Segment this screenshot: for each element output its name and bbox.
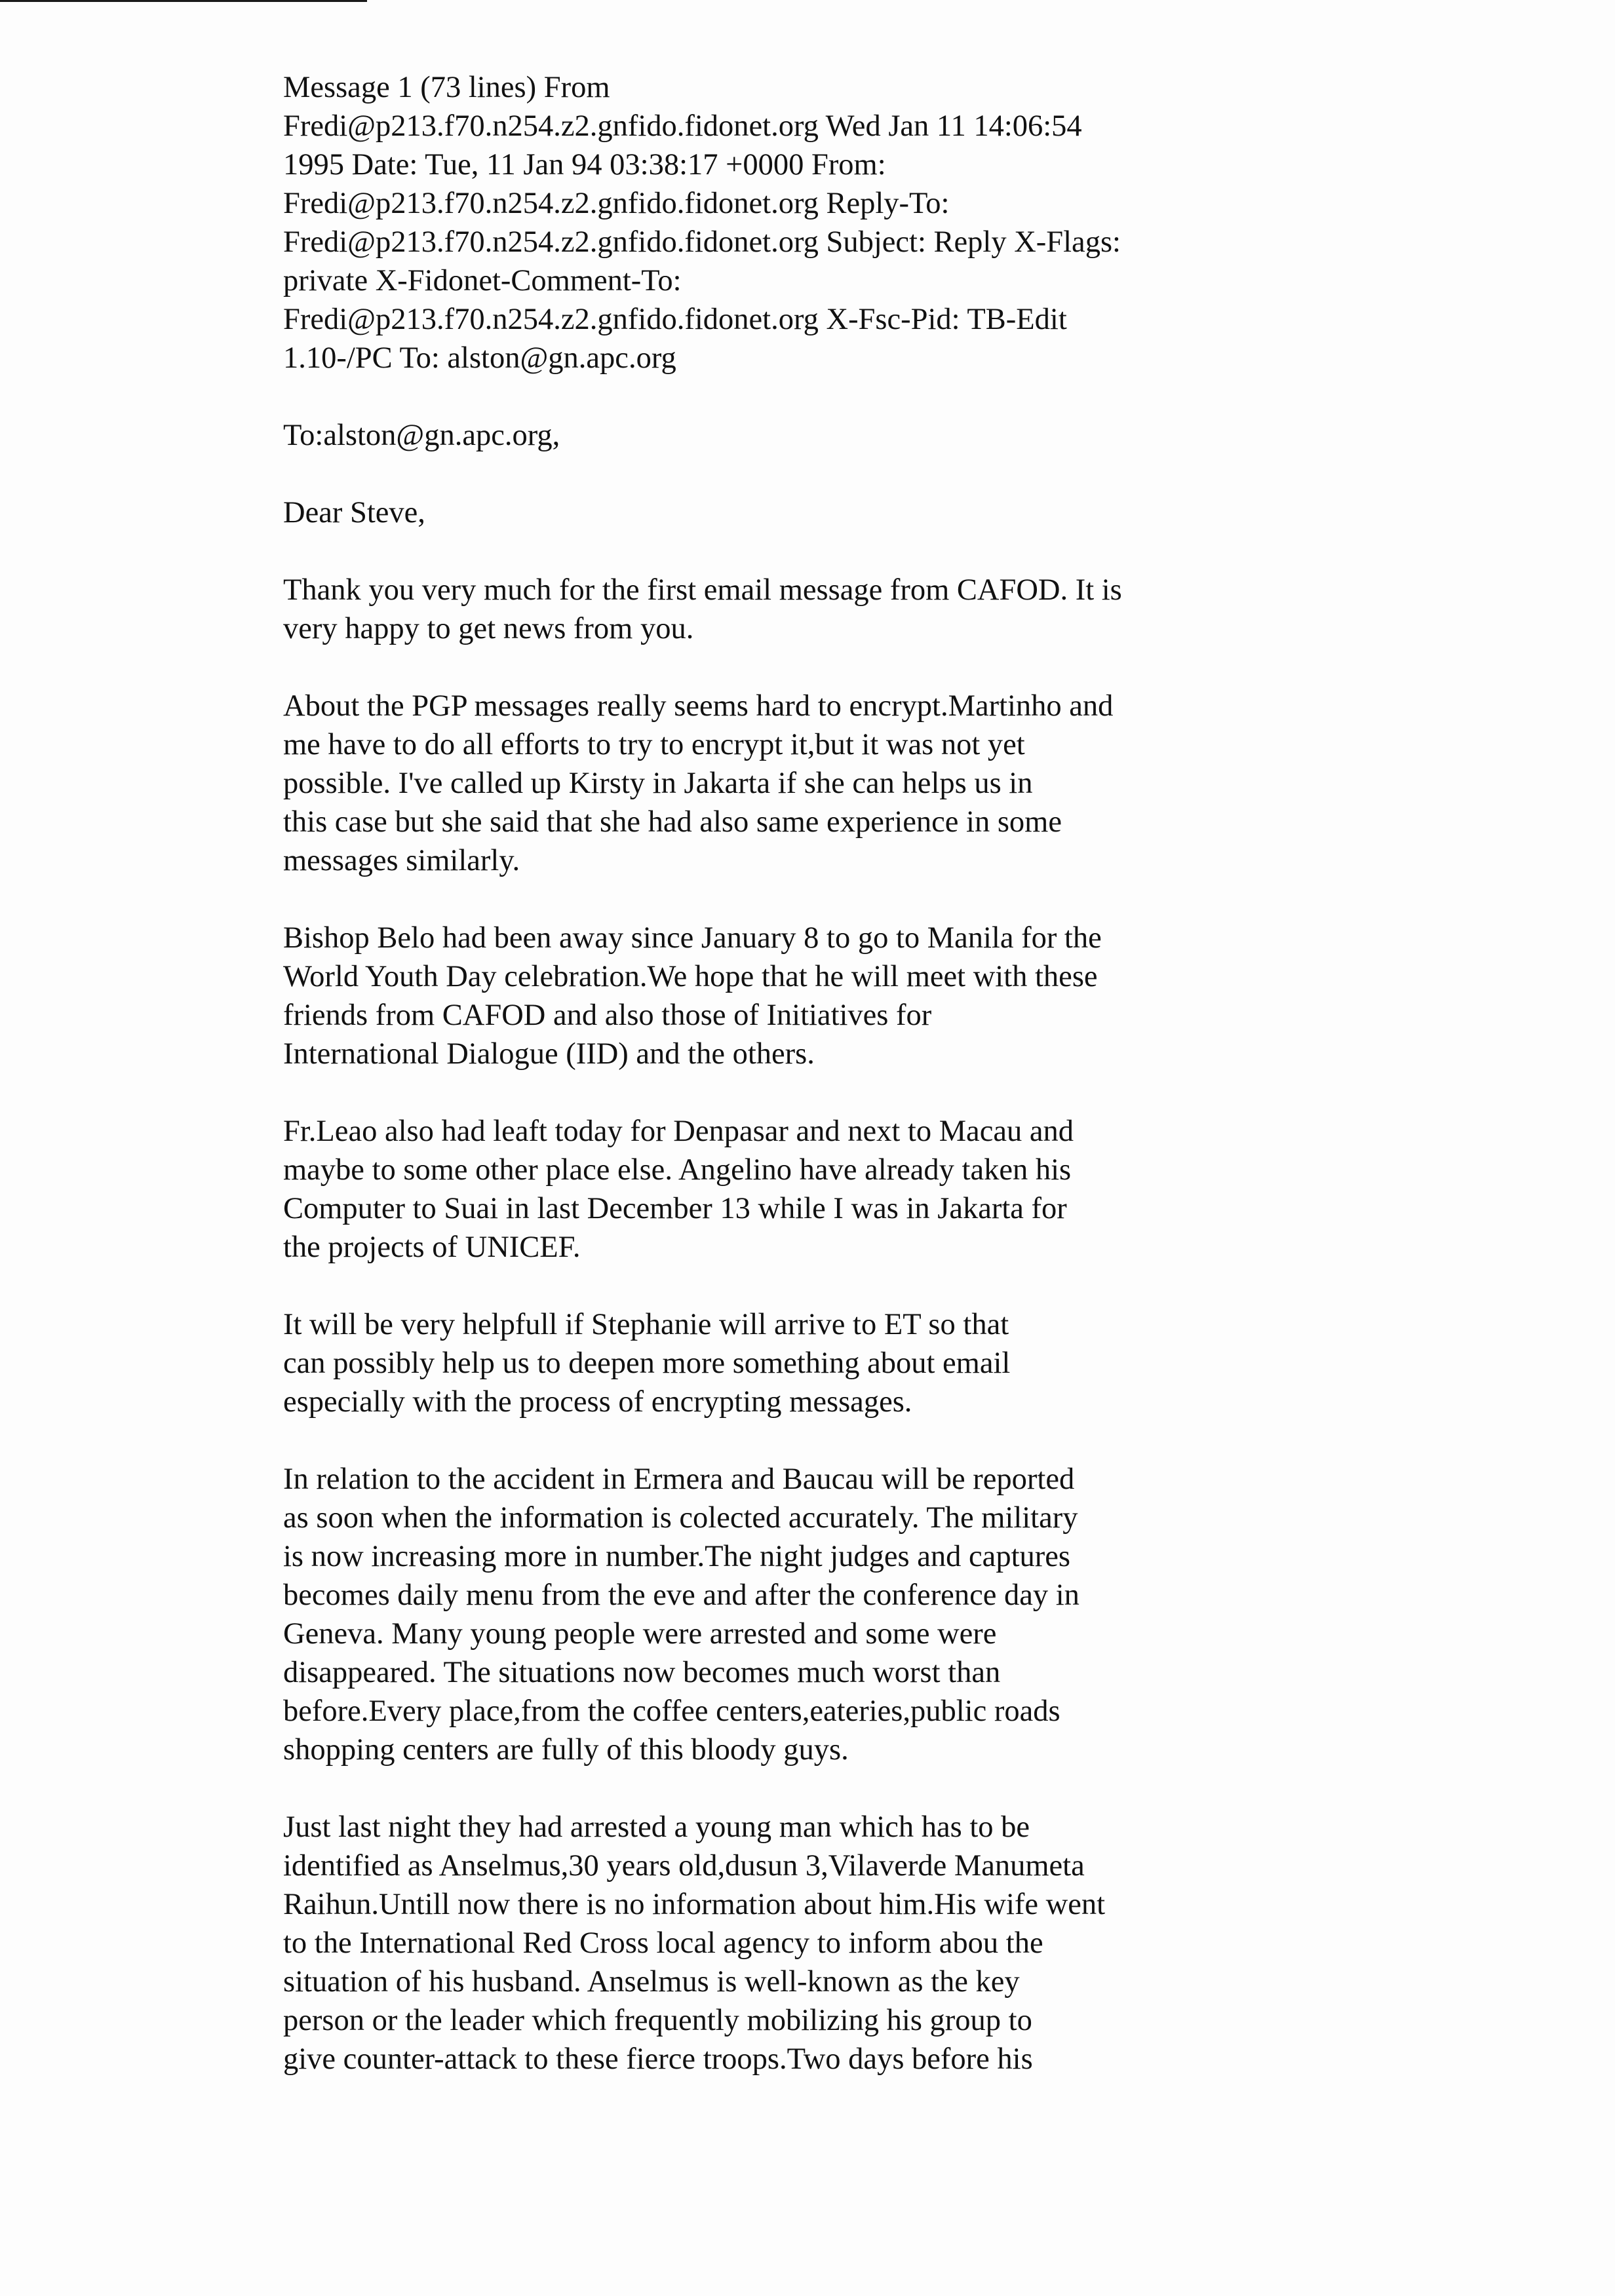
paragraph-line: friends from CAFOD and also those of Initiatives for bbox=[283, 999, 932, 1032]
paragraph-bishop bbox=[283, 919, 1306, 1073]
header-line: Fredi@p213.f70.n254.z2.gnfido.fidonet.org X-Fsc-Pid: TB-Edit bbox=[283, 303, 1067, 336]
header-line: 1.10-/PC To: alston@gn.apc.org bbox=[283, 341, 676, 375]
paragraph-line: Bishop Belo had been away since January 8 to go to Manila for the bbox=[283, 921, 1102, 955]
paragraph-line: me have to do all efforts to try to encrypt it,but it was not yet bbox=[283, 728, 1025, 761]
recipient-text: To:alston@gn.apc.org, bbox=[283, 419, 560, 452]
paragraph-line: Geneva. Many young people were arrested and some were bbox=[283, 1617, 997, 1651]
paragraph-military bbox=[283, 1460, 1306, 1769]
salutation-text: Dear Steve, bbox=[283, 496, 425, 529]
paragraph-line: to the International Red Cross local agency to inform abou the bbox=[283, 1926, 1043, 1960]
header-line: 1995 Date: Tue, 11 Jan 94 03:38:17 +0000 From: bbox=[283, 148, 886, 182]
paragraph-stephanie bbox=[283, 1305, 1306, 1421]
salutation bbox=[283, 493, 1306, 532]
paragraph-line: can possibly help us to deepen more something about email bbox=[283, 1347, 1011, 1380]
paragraph-anselmus bbox=[283, 1808, 1306, 2078]
paragraph-line: maybe to some other place else. Angelino have already taken his bbox=[283, 1153, 1072, 1187]
paragraph-line: this case but she said that she had also same experience in some bbox=[283, 805, 1062, 839]
paragraph-line: becomes daily menu from the eve and after the conference day in bbox=[283, 1578, 1080, 1612]
email-header bbox=[283, 68, 1306, 377]
paragraph-line: before.Every place,from the coffee centers,eateries,public roads bbox=[283, 1694, 1060, 1728]
paragraph-leao bbox=[283, 1112, 1306, 1267]
paragraph-line: situation of his husband. Anselmus is well-known as the key bbox=[283, 1965, 1020, 1999]
scan-edge-artifact bbox=[0, 0, 367, 2]
paragraph-line: give counter-attack to these fierce troops.Two days before his bbox=[283, 2042, 1033, 2076]
email-letter bbox=[283, 68, 1306, 2078]
paragraph-line: especially with the process of encrypting messages. bbox=[283, 1385, 912, 1419]
paragraph-line: It will be very helpfull if Stephanie will arrive to ET so that bbox=[283, 1308, 1009, 1341]
paragraph-line: Thank you very much for the first email message from CAFOD. It is bbox=[283, 573, 1122, 607]
paragraph-line: messages similarly. bbox=[283, 844, 520, 877]
paragraph-thanks bbox=[283, 571, 1306, 648]
paragraph-line: is now increasing more in number.The night judges and captures bbox=[283, 1540, 1070, 1573]
paragraph-line: In relation to the accident in Ermera and Baucau will be reported bbox=[283, 1463, 1075, 1496]
paragraph-pgp bbox=[283, 687, 1306, 880]
paragraph-line: possible. I've called up Kirsty in Jakarta if she can helps us in bbox=[283, 767, 1033, 800]
paragraph-line: the projects of UNICEF. bbox=[283, 1231, 581, 1264]
header-line: Fredi@p213.f70.n254.z2.gnfido.fidonet.org Wed Jan 11 14:06:54 bbox=[283, 109, 1082, 143]
paragraph-line: very happy to get news from you. bbox=[283, 612, 694, 645]
paragraph-line: as soon when the information is colected accurately. The military bbox=[283, 1501, 1078, 1535]
header-line: private X-Fidonet-Comment-To: bbox=[283, 264, 682, 297]
header-line: Fredi@p213.f70.n254.z2.gnfido.fidonet.org Reply-To: bbox=[283, 187, 950, 220]
header-line: Fredi@p213.f70.n254.z2.gnfido.fidonet.org Subject: Reply X-Flags: bbox=[283, 225, 1121, 259]
paragraph-line: shopping centers are fully of this bloody guys. bbox=[283, 1733, 849, 1767]
paragraph-line: Fr.Leao also had leaft today for Denpasar and next to Macau and bbox=[283, 1115, 1074, 1148]
paragraph-line: person or the leader which frequently mobilizing his group to bbox=[283, 2004, 1032, 2037]
paragraph-line: World Youth Day celebration.We hope that he will meet with these bbox=[283, 960, 1098, 993]
paragraph-line: International Dialogue (IID) and the others. bbox=[283, 1037, 815, 1071]
paragraph-line: Raihun.Untill now there is no information about him.His wife went bbox=[283, 1888, 1106, 1921]
paragraph-line: identified as Anselmus,30 years old,dusun 3,Vilaverde Manumeta bbox=[283, 1849, 1085, 1883]
paragraph-line: About the PGP messages really seems hard to encrypt.Martinho and bbox=[283, 689, 1114, 723]
paragraph-line: Computer to Suai in last December 13 while I was in Jakarta for bbox=[283, 1192, 1067, 1225]
recipient-line bbox=[283, 416, 1306, 455]
header-line: Message 1 (73 lines) From bbox=[283, 71, 610, 104]
paragraph-line: disappeared. The situations now becomes much worst than bbox=[283, 1656, 1001, 1689]
paragraph-line: Just last night they had arrested a young man which has to be bbox=[283, 1810, 1030, 1844]
